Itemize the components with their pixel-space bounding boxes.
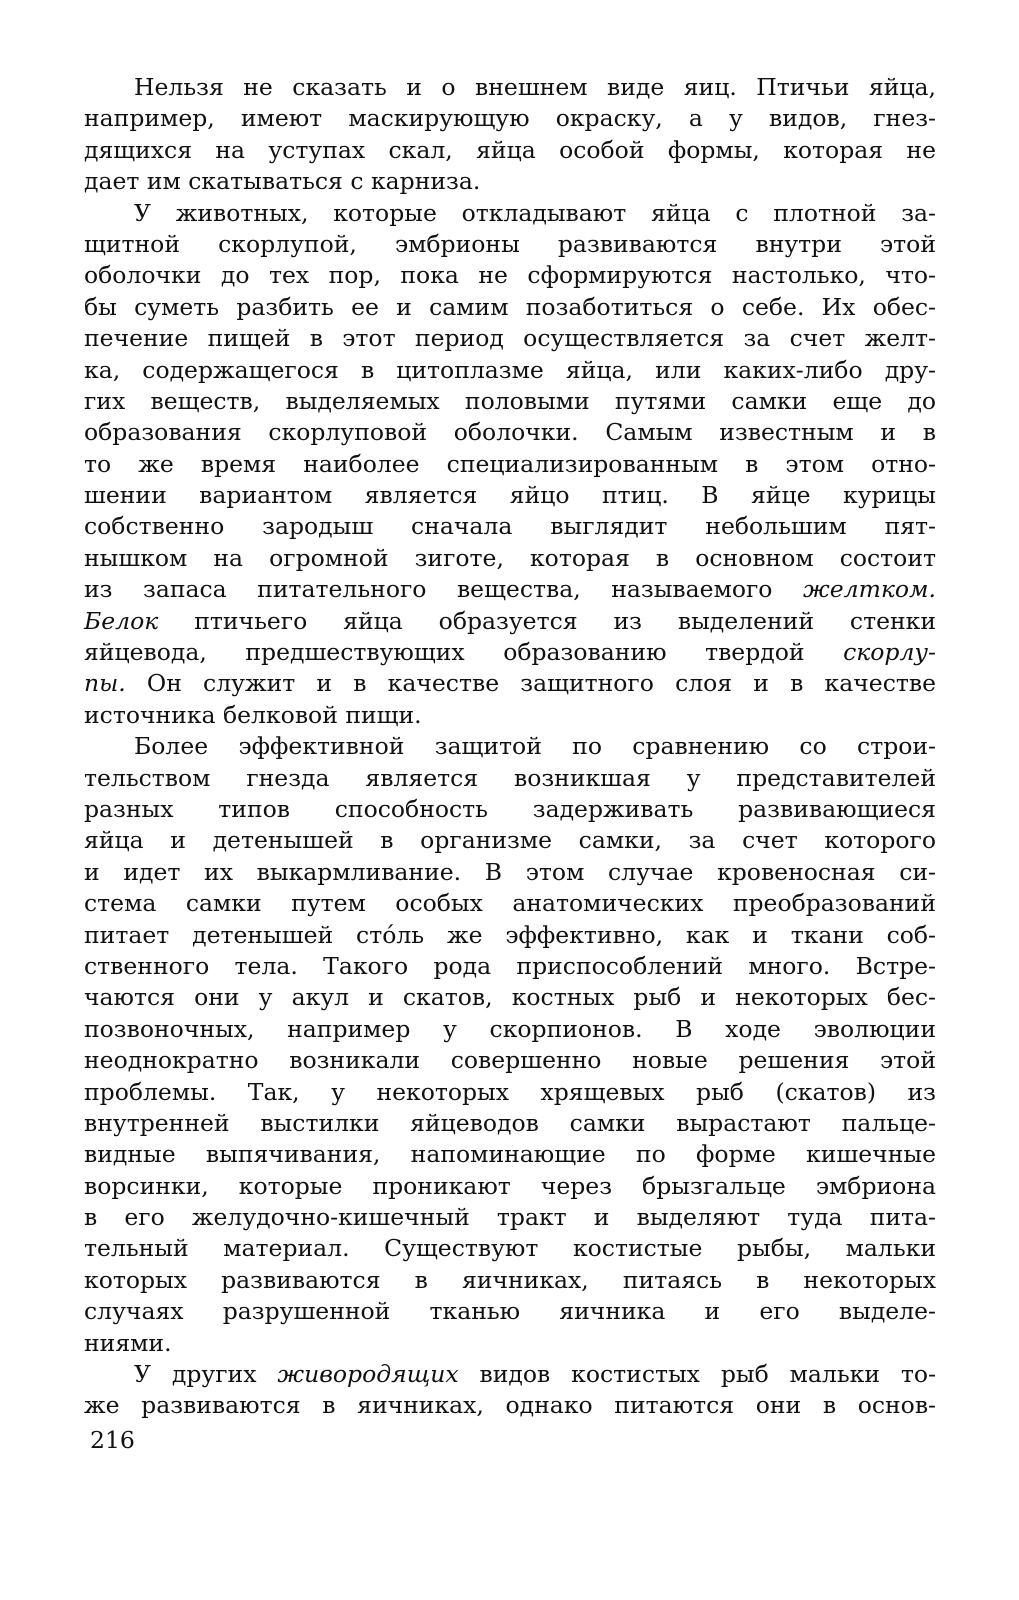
text-line [84, 668, 936, 699]
italic-term: Белок [84, 606, 159, 635]
text-line [84, 700, 936, 731]
text-segment: дает им скатываться с карниза. [84, 167, 481, 196]
page-number: 216 [90, 1426, 135, 1454]
italic-term: желтком. [802, 575, 936, 604]
text-segment: например, имеют маскирующую окраску, а у видов, гнез- [84, 104, 936, 133]
text-line [84, 1014, 936, 1045]
text-line [84, 543, 936, 574]
text-segment: ворсинки, которые проникают через брызгальце эмбриона [84, 1171, 936, 1200]
text-segment: чаются они у акул и скатов, костных рыб и некоторых бес- [84, 983, 936, 1012]
text-line [84, 574, 936, 605]
text-segment: собственно зародыш сначала выглядит небольшим пят- [84, 512, 936, 541]
text-line [84, 920, 936, 951]
text-line [84, 480, 936, 511]
text-segment: У животных, которые откладывают яйца с плотной за- [134, 198, 936, 227]
text-line [84, 1296, 936, 1327]
text-line [84, 386, 936, 417]
text-line [84, 260, 936, 291]
page-text-block [84, 72, 936, 1422]
text-line [84, 1328, 936, 1359]
text-line [84, 857, 936, 888]
text-segment: из запаса питательного вещества, называемого [84, 575, 803, 604]
text-segment: щитной скорлупой, эмбрионы развиваются внутри этой [84, 229, 936, 258]
text-line [84, 1077, 936, 1108]
text-line [84, 1171, 936, 1202]
text-line [84, 323, 936, 354]
text-line [84, 1108, 936, 1139]
text-segment: нышком на огромной зиготе, которая в основном состоит [84, 543, 936, 572]
text-line [84, 637, 936, 668]
text-segment: ственного тела. Такого рода приспособлений много. Встре- [84, 951, 936, 980]
italic-term: пы. [84, 669, 126, 698]
text-line [84, 794, 936, 825]
italic-term: живородящих [277, 1360, 459, 1389]
text-line [84, 1202, 936, 1233]
text-segment: ниями. [84, 1328, 172, 1357]
text-segment: проблемы. Так, у некоторых хрящевых рыб (скатов) из [84, 1077, 936, 1106]
text-segment: птичьего яйца образуется из выделений стенки [158, 606, 936, 635]
text-segment: видные выпячивания, напоминающие по форме кишечные [84, 1140, 936, 1169]
text-line [84, 1233, 936, 1264]
text-line [84, 417, 936, 448]
text-segment: позвоночных, например у скорпионов. В ходе эволюции [84, 1014, 936, 1043]
text-line [84, 72, 936, 103]
text-segment: которых развиваются в яичниках, питаясь в некоторых [84, 1265, 936, 1294]
paragraph [84, 72, 936, 198]
text-line [84, 1265, 936, 1296]
text-segment: и идет их выкармливание. В этом случае кровеносная си- [84, 857, 936, 886]
text-segment: внутренней выстилки яйцеводов самки вырастают пальце- [84, 1108, 936, 1137]
paragraph [84, 198, 936, 732]
text-segment: источника белковой пищи. [84, 700, 422, 729]
text-line [84, 1390, 936, 1421]
paragraph [84, 1359, 936, 1422]
text-line [84, 449, 936, 480]
italic-term: скорлу- [843, 638, 936, 667]
text-segment: У других [134, 1360, 278, 1389]
text-segment: образования скорлуповой оболочки. Самым известным и в [84, 418, 936, 447]
text-segment: то же время наиболее специализированным в этом отно- [84, 449, 936, 478]
text-line [84, 1359, 936, 1390]
text-line [84, 229, 936, 260]
text-segment: неоднократно возникали совершенно новые решения этой [84, 1046, 936, 1075]
text-line [84, 606, 936, 637]
paragraph [84, 731, 936, 1359]
text-segment: тельством гнезда является возникшая у представителей [84, 763, 936, 792]
text-line [84, 825, 936, 856]
text-line [84, 1139, 936, 1170]
text-segment: оболочки до тех пор, пока не сформируются настолько, что- [84, 261, 936, 290]
text-segment: Более эффективной защитой по сравнению со строи- [134, 732, 936, 761]
text-line [84, 292, 936, 323]
text-line [84, 763, 936, 794]
text-line [84, 135, 936, 166]
text-segment: дящихся на уступах скал, яйца особой формы, которая не [84, 135, 936, 164]
text-segment: же развиваются в яичниках, однако питаются они в основ- [84, 1391, 936, 1420]
text-segment: бы суметь разбить ее и самим позаботиться о себе. Их обес- [84, 292, 936, 321]
text-segment: яйцевода, предшествующих образованию твердой [84, 638, 844, 667]
text-segment: яйца и детенышей в организме самки, за счет которого [84, 826, 936, 855]
text-segment: печение пищей в этот период осуществляется за счет желт- [84, 324, 936, 353]
text-segment: стема самки путем особых анатомических преобразований [84, 889, 936, 918]
text-segment: Он служит и в качестве защитного слоя и в качестве [125, 669, 936, 698]
text-line [84, 888, 936, 919]
text-line [84, 166, 936, 197]
text-segment: питает детенышей сто́ль же эффективно, как и ткани соб- [84, 920, 936, 949]
text-segment: случаях разрушенной тканью яичника и его выделе- [84, 1297, 936, 1326]
text-line [84, 951, 936, 982]
text-line [84, 355, 936, 386]
text-line [84, 511, 936, 542]
text-segment: ка, содержащегося в цитоплазме яйца, или каких-либо дру- [84, 355, 936, 384]
text-line [84, 982, 936, 1013]
text-segment: разных типов способность задерживать развивающиеся [84, 794, 936, 823]
text-segment: видов костистых рыб мальки то- [458, 1360, 937, 1389]
text-line [84, 731, 936, 762]
text-line [84, 198, 936, 229]
text-segment: в его желудочно-кишечный тракт и выделяют туда пита- [84, 1203, 936, 1232]
text-segment: шении вариантом является яйцо птиц. В яйце курицы [84, 481, 936, 510]
text-line [84, 1045, 936, 1076]
text-segment: гих веществ, выделяемых половыми путями самки еще до [84, 386, 936, 415]
text-line [84, 103, 936, 134]
text-segment: тельный материал. Существуют костистые рыбы, мальки [84, 1234, 936, 1263]
text-segment: Нельзя не сказать и о внешнем виде яиц. Птичьи яйца, [134, 73, 936, 101]
